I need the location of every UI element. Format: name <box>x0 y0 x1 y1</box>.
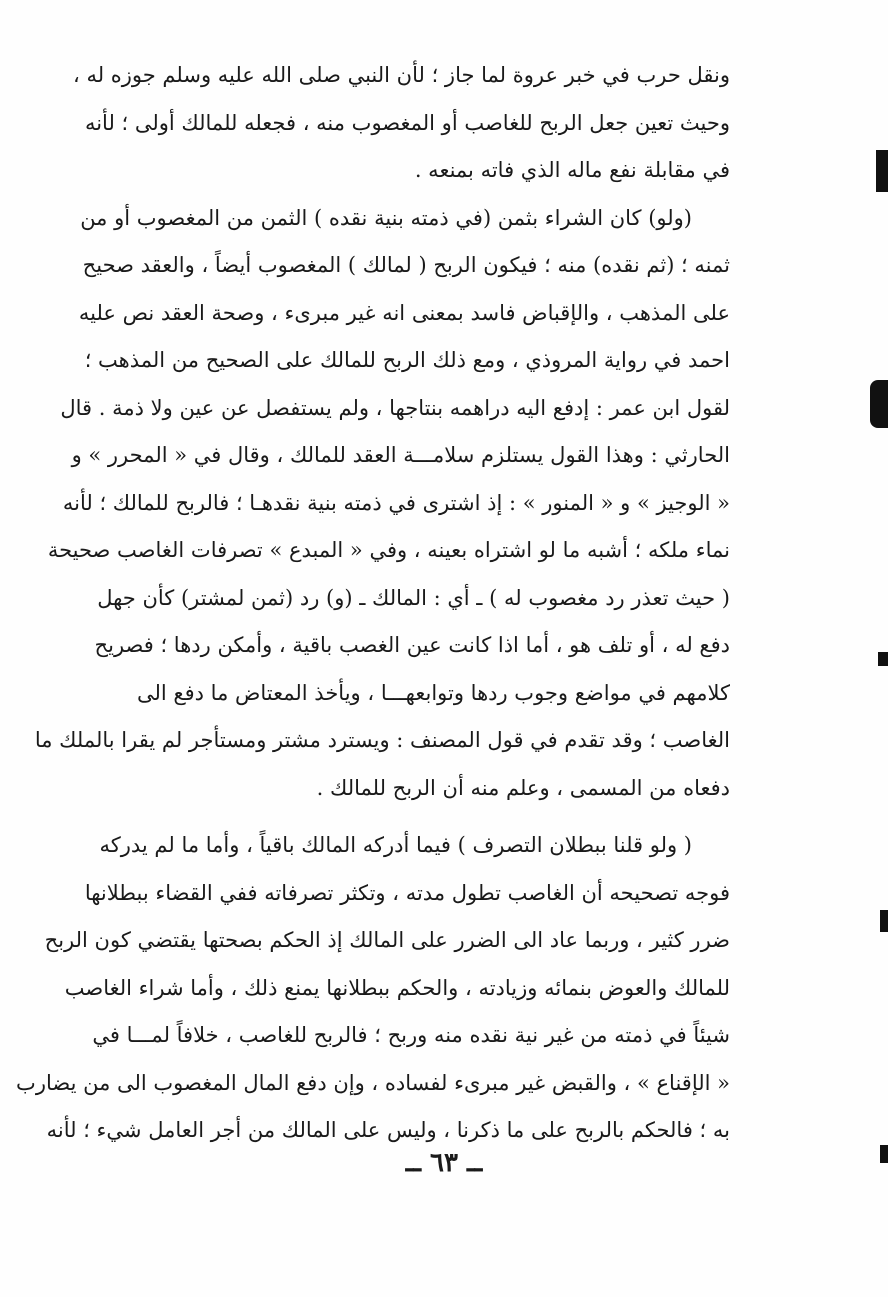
text-line: به ؛ فالحكم بالربح على ما ذكرنا ، وليس على المالك من أجر العامل شيء ؛ لأنه <box>46 1118 730 1142</box>
text-line: « الإقناع » ، والقبض غير مبرىء لفساده ، وإن دفع المال المغصوب الى من يضارب <box>16 1070 730 1095</box>
text-line: للمالك والعوض بنمائه وزيادته ، والحكم ببطلانها يمنع ذلك ، وأما شراء الغاصب <box>64 975 730 1000</box>
paragraph-gap <box>148 812 730 822</box>
text-line: الحارثي : وهذا القول يستلزم سلامـــة العقد للمالك ، وقال في « المحرر » و <box>71 443 730 467</box>
text-line: دفع له ، أو تلف هو ، أما اذا كانت عين الغصب باقية ، وأمكن ردها ؛ فصريح <box>94 633 730 657</box>
text-line: ( ولو قلنا ببطلان التصرف ) فيما أدركه المالك باقياً ، وأما ما لم يدركه <box>99 833 692 857</box>
text-line: لقول ابن عمر : إدفع اليه دراهمه بنتاجها ، ولم يستفصل عن عين ولا ذمة . قال <box>60 395 730 420</box>
text-line: دفعاه من المسمى ، وعلم منه أن الربح للمالك . <box>316 775 730 800</box>
text-line: ثمنه ؛ (ثم نقده) منه ؛ فيكون الربح ( لمالك ) المغصوب أيضاً ، والعقد صحيح <box>82 253 730 277</box>
text-line: احمد في رواية المروذي ، ومع ذلك الربح للمالك على الصحيح من المذهب ؛ <box>84 348 730 372</box>
text-line: « الوجيز » و « المنور » : إذ اشترى في ذمته بنية نقدهـا ؛ فالربح للمالك ؛ لأنه <box>62 490 730 515</box>
scan-edge-mark <box>880 1145 888 1163</box>
text-line: في مقابلة نفع ماله الذي فاته بمنعه . <box>414 158 730 182</box>
scan-edge-mark <box>878 652 888 666</box>
text-line: نماء ملكه ؛ أشبه ما لو اشتراه بعينه ، وفي « المبدع » تصرفات الغاصب صحيحة <box>47 538 730 562</box>
text-line: فوجه تصحيحه أن الغاصب تطول مدته ، وتكثر تصرفاته ففي القضاء ببطلانها <box>84 880 730 905</box>
text-line: ( حيث تعذر رد مغصوب له ) ـ أي : المالك ـ (و) رد (ثمن لمشتر) كأن جهل <box>97 585 730 610</box>
text-line: ونقل حرب في خبر عروة لما جاز ؛ لأن النبي صلى الله عليه وسلم جوزه له ، <box>72 63 730 87</box>
scan-edge-mark <box>876 150 888 192</box>
text-line: كلامهم في مواضع وجوب ردها وتوابعهـــا ، ويأخذ المعتاض ما دفع الى <box>137 680 730 705</box>
page-body-text <box>16 52 730 1155</box>
text-line: على المذهب ، والإقباض فاسد بمعنى انه غير مبرىء ، وصحة العقد نص عليه <box>78 300 730 325</box>
text-line: وحيث تعين جعل الربح للغاصب أو المغصوب منه ، فجعله للمالك أولى ؛ لأنه <box>84 110 730 135</box>
scan-edge-mark <box>870 380 888 428</box>
text-line: الغاصب ؛ وقد تقدم في قول المصنف : ويسترد مشتر ومستأجر لم يقرا بالملك ما <box>34 728 730 752</box>
text-line: ضرر كثير ، وربما عاد الى الضرر على المالك إذ الحكم بصحتها يقتضي كون الربح <box>44 928 730 952</box>
scan-edge-mark <box>880 910 888 932</box>
page-number: ــ ٦٣ ــ <box>405 1148 483 1178</box>
text-line: شيئاً في ذمته من غير نية نقده منه وربح ؛ فالربح للغاصب ، خلافاً لمـــا في <box>92 1023 730 1047</box>
text-line: (ولو) كان الشراء بثمن (في ذمته بنية نقده ) الثمن من المغصوب أو من <box>80 205 692 230</box>
